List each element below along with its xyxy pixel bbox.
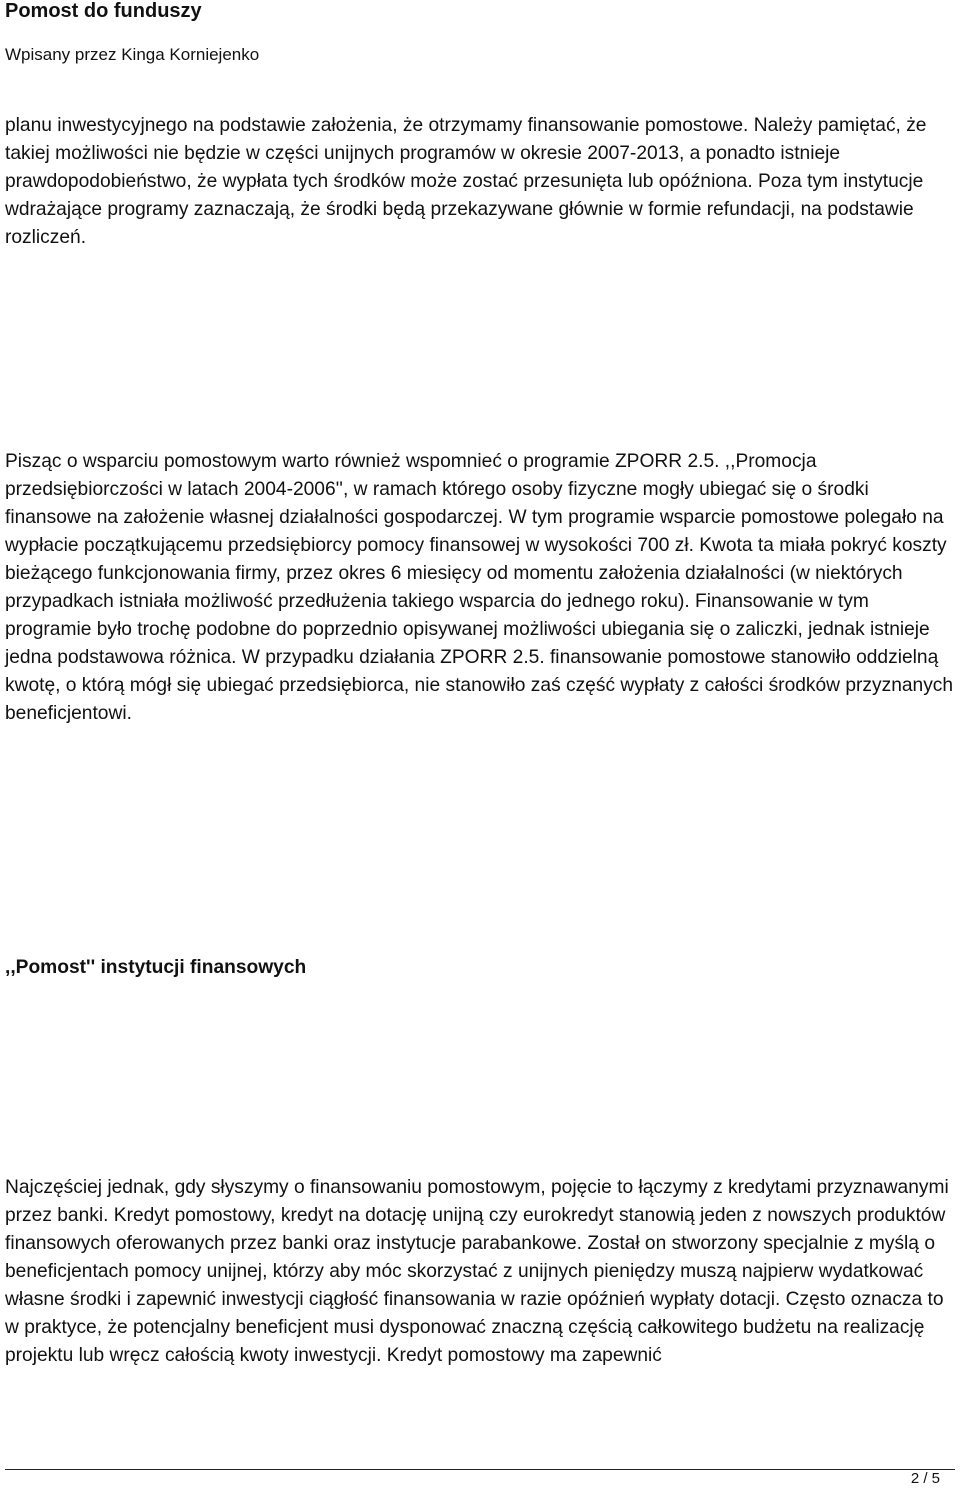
body-paragraph: planu inwestycyjnego na podstawie założenia, że otrzymamy finansowanie pomostowe. Należy pamiętać, że takiej możliwości nie będzie w części unijnych programów w okresie 2007-2013, a ponadto istnieje prawdopodobieństwo, że wypłata tych środków może zostać przesunięta lub opóźniona. Poza tym instytucje wdrażające programy zaznaczają, że środki będą przekazywane głównie w formie refundacji, na podstawie rozliczeń.: [5, 115, 927, 248]
footer-divider: [5, 1469, 955, 1470]
author-line: Wpisany przez Kinga Korniejenko: [5, 45, 260, 64]
section-heading: ,,Pomost'' instytucji finansowych: [5, 957, 307, 978]
body-paragraph: Pisząc o wsparciu pomostowym warto również wspomnieć o programie ZPORR 2.5. ,,Promocja przedsiębiorczości w latach 2004-2006'', w ramach którego osoby fizyczne mogły ubiegać się o środki finansowe na założenie własnej działalności gospodarczej. W tym programie wsparcie pomostowe polegało na wypłacie początkującemu przedsiębiorcy pomocy finansowej w wysokości 700 zł. Kwota ta miała pokryć koszty bieżącego funkcjonowania firmy, przez okres 6 miesięcy od momentu założenia działalności (w niektórych przypadkach istniała możliwość przedłużenia takiego wsparcia do jednego roku). Finansowanie w tym programie było trochę podobne do poprzednio opisywanej możliwości ubiegania się o zaliczki, jednak istnieje jedna podstawowa różnica. W przypadku działania ZPORR 2.5. finansowanie pomostowe stanowiło oddzielną kwotę, o którą mógł się ubiegać przedsiębiorca, nie stanowiło zaś część wypłaty z całości środków przyznanych beneficjentowi.: [5, 451, 954, 724]
body-paragraph: Najczęściej jednak, gdy słyszymy o finansowaniu pomostowym, pojęcie to łączymy z kredytami przyznawanymi przez banki. Kredyt pomostowy, kredyt na dotację unijną czy eurokredyt stanowią jeden z nowszych produktów finansowych oferowanych przez banki oraz instytucje parabankowe. Został on stworzony specjalnie z myślą o beneficjentach pomocy unijnej, którzy aby móc skorzystać z unijnych pieniędzy muszą najpierw wydatkować własne środki i zapewnić inwestycji ciągłość finansowania w razie opóźnień wypłaty dotacji. Często oznacza to w praktyce, że potencjalny beneficjent musi dysponować znaczną częścią całkowitego budżetu na realizację projektu lub wręcz całością kwoty inwestycji. Kredyt pomostowy ma zapewnić: [5, 1177, 949, 1366]
page-number: 2 / 5: [910, 1470, 940, 1487]
document-title: Pomost do funduszy: [5, 0, 202, 22]
